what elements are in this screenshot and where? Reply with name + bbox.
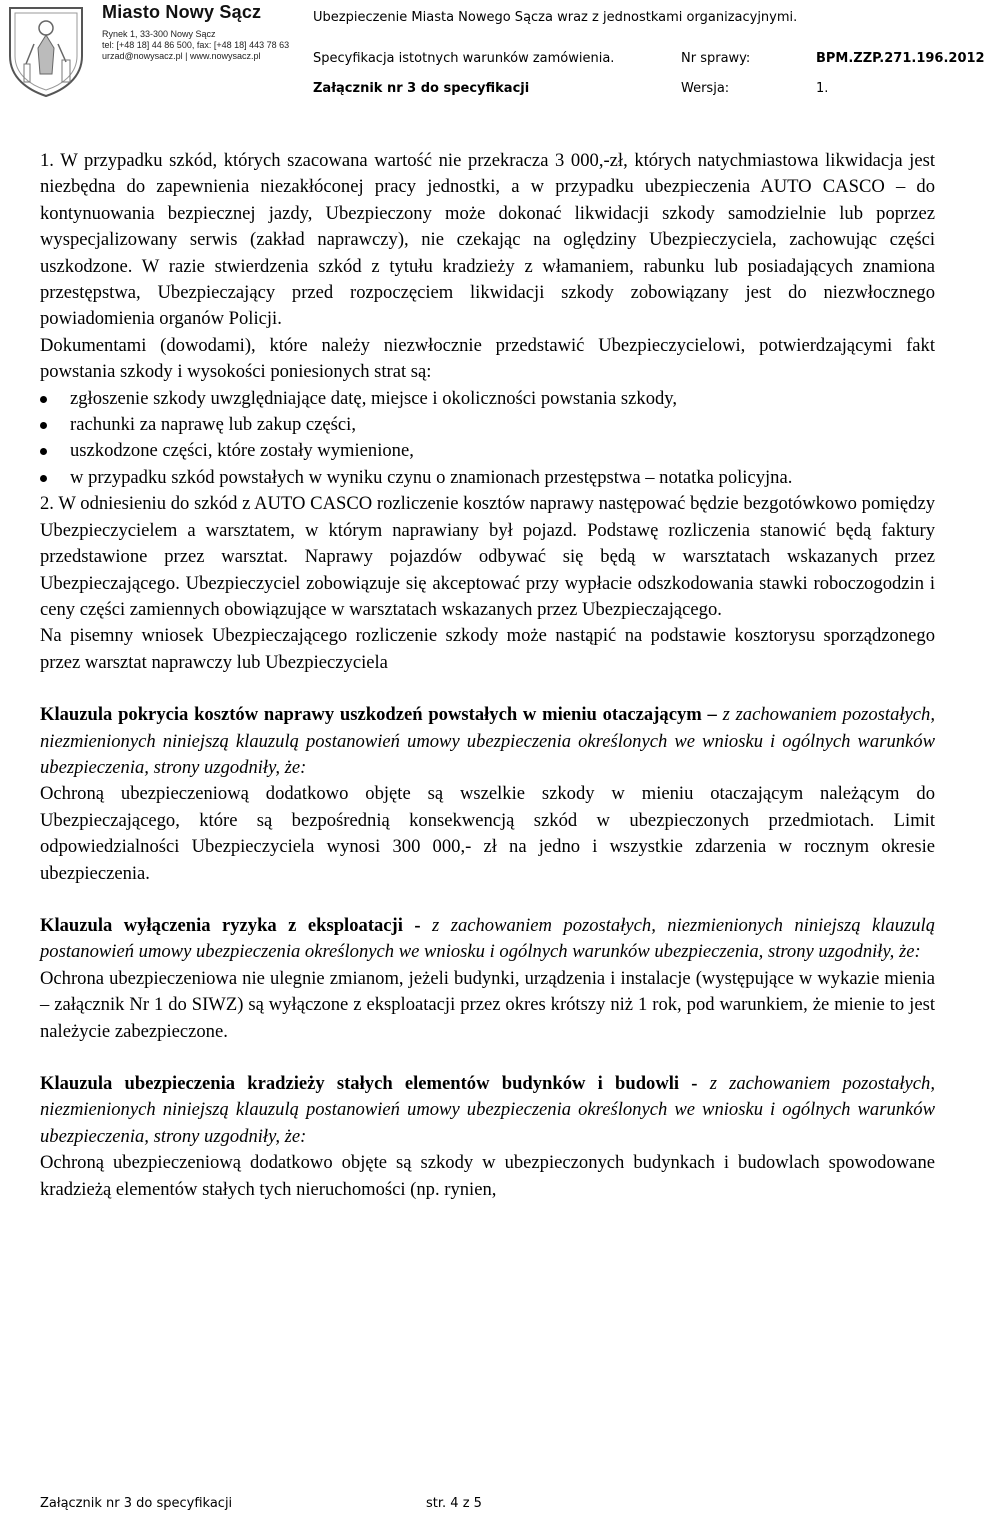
city-name: Miasto Nowy Sącz: [102, 2, 262, 22]
clause-text: Ochroną ubezpieczeniową dodatkowo objęte są wszelkie szkody w mieniu otaczającym należącym do Ubezpieczającego, które są bezpośrednią konsekwencją szkód w ubezpieczonych przedmiotach. Limit odpowiedzialności Ubezpieczyciela wynosi 300 000,- zł na jedno i wszystkie zdarzenia w rocznym okresie ubezpieczenia.: [40, 783, 935, 884]
spacer: [40, 1045, 935, 1071]
list-item: rachunki za naprawę lub zakup części,: [40, 412, 935, 438]
bullet-icon: [40, 396, 47, 403]
city-address: Rynek 1, 33-300 Nowy Sącz: [102, 29, 216, 39]
clause-intro: z zachowaniem pozostałych, niezmienionych niniejszą klauzulą postanowień umowy ubezpieczenia określonych we wniosku i ogólnych warunków ubezpieczenia, strony uzgodniły, że:: [40, 914, 935, 963]
clause-text: Ochrona ubezpieczeniowa nie ulegnie zmianom, jeżeli budynki, urządzenia i instalacje (występujące w wykazie mienia – załącznik Nr 1 do SIWZ) są wyłączone z eksploatacji przez okres krótszy niż 1 rok, pod warunkiem, że mienie to jest należycie zabezpieczone.: [40, 967, 935, 1042]
list-item: w przypadku szkód powstałych w wyniku czynu o znamionach przestępstwa – notatka policyjna.: [40, 465, 935, 491]
spacer: [40, 676, 935, 702]
version-label: Wersja:: [681, 81, 730, 96]
paragraph-2: 2. W odniesieniu do szkód z AUTO CASCO rozliczenie kosztów naprawy następować będzie bezgotówkowo pomiędzy Ubezpieczycielem a warsztatem, w którym naprawiany był pojazd. Podstawę rozliczenia stanowić będą faktury przedstawione przez warsztat. Naprawy pojazdów odbywać się będą w warsztatach wskazanych przez Ubezpieczającego. Ubezpieczyciel zobowiązuje się akceptować przy wypłacie odszkodowania stawki roboczogodzin i ceny części zamiennych obowiązujące w warsztatach wskazanych przez Ubezpieczającego.: [40, 493, 935, 620]
paragraph-1: 1. W przypadku szkód, których szacowana wartość nie przekracza 3 000,-zł, których natychmiastowa likwidacja jest niezbędna do zapewnienia niezakłóconej pracy jednostki, a w przypadku ubezpieczenia AUTO CASCO – do kontynuowania bezpiecznej jazdy, Ubezpieczony może dokonać likwidacji szkody samodzielnie lub poprzez wyspecjalizowany serwis (zakład naprawczy), nie czekając na oględziny Ubezpieczyciela, zachowując części uszkodzone. W razie stwierdzenia szkód z tytułu kradzieży z włamaniem, rabunku lub posiadających znamiona przestępstwa, Ubezpieczający przed rozpoczęciem likwidacji szkody zobowiązany jest do niezwłocznego powiadomienia organów Policji.: [40, 150, 935, 330]
document-body: [40, 148, 935, 1203]
case-number-value: BPM.ZZP.271.196.2012: [816, 51, 985, 66]
page-number: str. 4 z 5: [426, 1496, 482, 1511]
case-number-label: Nr sprawy:: [681, 51, 751, 66]
clause-theft: [40, 1071, 935, 1150]
footer-attachment: Załącznik nr 3 do specyfikacji: [40, 1496, 233, 1511]
bullet-icon: [40, 475, 47, 482]
clause-surroundings: [40, 702, 935, 781]
clause-intro: z zachowaniem pozostałych, niezmienionych niniejszą klauzulą postanowień umowy ubezpieczenia określonych we wniosku i ogólnych warunków ubezpieczenia, strony uzgodniły, że:: [40, 1073, 935, 1147]
paragraph-documents: Dokumentami (dowodami), które należy niezwłocznie przedstawić Ubezpieczycielowi, potwierdzającymi fakt powstania szkody i wysokości poniesionych strat są:: [40, 334, 935, 383]
clause-exploitation: [40, 913, 935, 966]
list-item: uszkodzone części, które zostały wymienione,: [40, 438, 935, 464]
spec-label: Specyfikacja istotnych warunków zamówienia.: [313, 51, 615, 66]
version-value: 1.: [816, 81, 829, 96]
document-title: Ubezpieczenie Miasta Nowego Sącza wraz z jednostkami organizacyjnymi.: [313, 10, 798, 25]
attachment-label: Załącznik nr 3 do specyfikacji: [313, 81, 530, 96]
paragraph-3: Na pisemny wniosek Ubezpieczającego rozliczenie szkody może nastąpić na podstawie kosztorysu sporządzonego przez warsztat naprawczy lub Ubezpieczyciela: [40, 625, 935, 673]
clause-intro: z zachowaniem pozostałych, niezmienionych niniejszą klauzulą postanowień umowy ubezpieczenia określonych we wniosku i ogólnych warunków ubezpieczenia, strony uzgodniły, że:: [40, 704, 935, 778]
documents-list: [40, 386, 935, 492]
clause-text: Ochroną ubezpieczeniową dodatkowo objęte są szkody w ubezpieczonych budynkach i budowlach spowodowane kradzieżą elementów stałych tych nieruchomości (np. rynien,: [40, 1152, 935, 1200]
clause-title: Klauzula wyłączenia ryzyka z eksploatacji -: [40, 914, 433, 936]
spacer: [40, 887, 935, 913]
clause-title: Klauzula ubezpieczenia kradzieży stałych elementów budynków i budowli -: [40, 1073, 710, 1094]
bullet-icon: [40, 422, 47, 429]
city-contact: urzad@nowysacz.pl | www.nowysacz.pl: [102, 51, 261, 61]
bullet-icon: [40, 448, 47, 455]
clause-title: Klauzula pokrycia kosztów naprawy uszkodzeń powstałych w mieniu otaczającym –: [40, 704, 723, 726]
city-crest-logo: [4, 4, 88, 98]
city-phone: tel: [+48 18] 44 86 500, fax: [+48 18] 443 78 63: [102, 40, 290, 50]
page-header: [0, 0, 985, 112]
list-item: zgłoszenie szkody uwzględniające datę, miejsce i okoliczności powstania szkody,: [40, 386, 935, 412]
city-info: [102, 2, 289, 62]
